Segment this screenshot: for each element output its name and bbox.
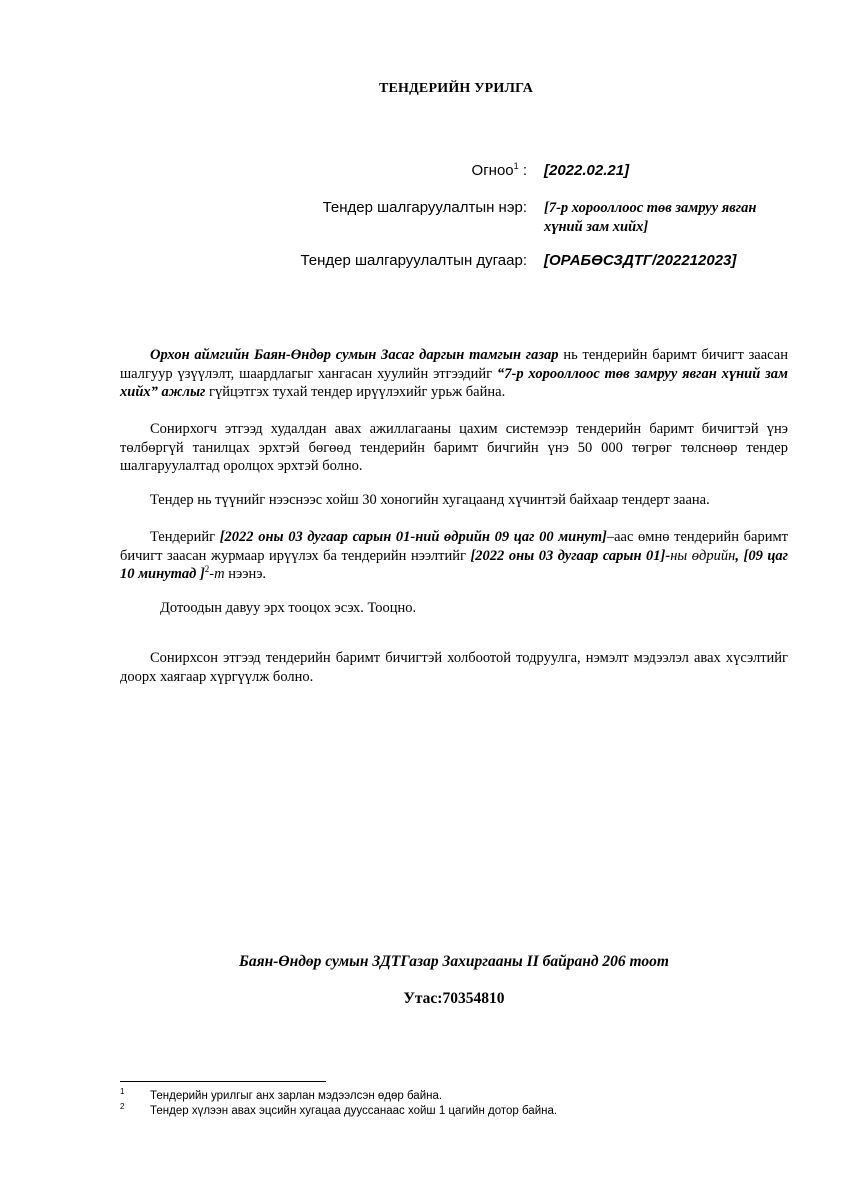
date-row bbox=[0, 162, 849, 184]
footnote-1-text: Тендерийн урилгыг анх зарлан мэдээлсэн өдөр байна. bbox=[150, 1090, 443, 1102]
footnote-2-number: 2 bbox=[120, 1102, 125, 1111]
paragraph-deadline-text-1: Тендерийг bbox=[150, 529, 220, 545]
date-label bbox=[472, 162, 527, 179]
opening-time-suffix: -т bbox=[209, 566, 225, 583]
opening-date-suffix: ны өдрийн bbox=[670, 547, 736, 564]
address: Баян-Өндөр сумын ЗДТГазар Захиргааны II байранд 206 тоот bbox=[239, 953, 669, 970]
paragraph-deadline-text-3: нээнэ. bbox=[224, 566, 267, 583]
date-label-text: Огноо bbox=[471, 162, 514, 179]
date-value: [2022.02.21] bbox=[544, 162, 630, 179]
paragraph-invitation bbox=[120, 346, 788, 402]
paragraph-deadline bbox=[120, 528, 788, 584]
date-footnote-ref: 1 bbox=[513, 161, 519, 171]
footnote-2-text: Тендер хүлээн авах эцсийн хугацаа дууссанаас хойш 1 цагийн дотор байна. bbox=[150, 1105, 558, 1117]
paragraph-invitation-text-2: гүйцэтгэх тухай тендер ирүүлэхийг урьж байна. bbox=[205, 384, 506, 401]
tender-number-label: Тендер шалгаруулалтын дугаар: bbox=[300, 252, 527, 269]
opening-date: [2022 оны 03 дугаар сарын 01]- bbox=[470, 547, 671, 564]
footnote-ref-2: 2 bbox=[204, 564, 210, 575]
paragraph-preference: Дотоодын давуу эрх тооцох эсэх. Тооцно. bbox=[160, 600, 417, 616]
project-name: “7-р хорооллоос төв замруу явган хүний зам хийх” ажлыг bbox=[120, 365, 788, 401]
paragraph-validity: Тендер нь түүнийг нээснээс хойш 30 хоногийн хугацаанд хүчинтэй байхаар тендерт заана. bbox=[150, 492, 710, 508]
paragraph-deadline-text-2: –аас өмнө тендерийн баримт бичигт заасан журмаар ирүүлэх ба тендерийн нээлтийг bbox=[120, 529, 789, 564]
opening-comma: , bbox=[735, 547, 744, 564]
tender-name-label: Тендер шалгаруулалтын нэр: bbox=[322, 199, 527, 216]
organization-name: Орхон аймгийн Баян-Өндөр сумын Засаг даргын тамгын газар bbox=[150, 347, 559, 363]
date-label-colon: : bbox=[518, 162, 527, 179]
footnote-1-number: 1 bbox=[120, 1087, 125, 1096]
footnote-divider bbox=[120, 1081, 326, 1082]
tender-name-value: [7-р хорооллоос төв замруу явган хүний зам хийх] bbox=[544, 200, 757, 235]
tender-number-value: [ОРАБӨСЗДТГ/202212023] bbox=[544, 252, 737, 269]
paragraph-invitation-text-1: нь тендерийн баримт бичигт заасан шалгуур үзүүлэлт, шаардлагыг хангасан хуулийн этгээдийг bbox=[120, 347, 788, 382]
paragraph-contact: Сонирхсон этгээд тендерийн баримт бичигтэй холбоотой тодруулга, нэмэлт мэдээлэл авах хүсэлтийг доорх хаягаар хүргүүлж болно. bbox=[120, 650, 788, 685]
tender-number-row bbox=[0, 252, 849, 274]
submission-deadline: [2022 оны 03 дугаар сарын 01-ний өдрийн 09 цаг 00 минут] bbox=[219, 529, 607, 545]
opening-time: [09 цаг 10 минутад ] bbox=[120, 547, 789, 583]
document-title: ТЕНДЕРИЙН УРИЛГА bbox=[378, 81, 534, 96]
tender-name-row bbox=[0, 199, 849, 239]
phone: Утас:70354810 bbox=[403, 990, 505, 1007]
paragraph-access: Сонирхогч этгээд худалдан авах ажиллагааны цахим системээр тендерийн баримт бичигтэй үнэ төлбөргүй танилцах эрхтэй бөгөөд тендерийн баримт бичгийн үнэ 50 000 төгрөг төлснөөр тендер шалгаруулалтад оролцох эрхтэй болно. bbox=[120, 421, 788, 475]
